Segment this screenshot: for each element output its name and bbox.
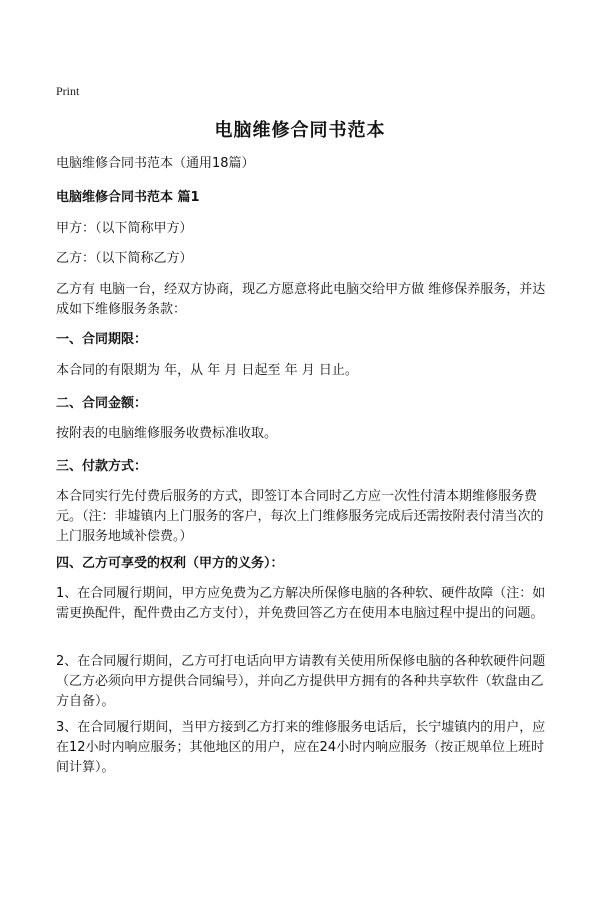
document-subtitle: 电脑维修合同书范本（通用18篇） (56, 156, 255, 171)
print-label: Print (56, 84, 80, 98)
party-a-line: 甲方：（以下简称甲方） (56, 221, 193, 236)
clause-4-item-1: 1、在合同履行期间，甲方应免费为乙方解决所保修电脑的各种软、硬件故障（注：如需更换配件，配件费由乙方支付），并免费回答乙方在使用本电脑过程中提出的问题。 (56, 586, 546, 621)
clause-2-heading: 二、合同金额： (56, 396, 148, 411)
intro-paragraph: 乙方有 电脑一台，经双方协商，现乙方愿意将此电脑交给甲方做 维修保养服务，并达成如下维修服务条款： (56, 282, 546, 317)
clause-4-item-2: 2、在合同履行期间，乙方可打电话向甲方请教有关使用所保修电脑的各种软硬件问题（乙方必须向甲方提供合同编号），并向乙方提供甲方拥有的各种共享软件（软盘由乙方自备）。 (56, 654, 546, 709)
document-title: 电脑维修合同书范本 (214, 120, 386, 141)
clause-4-heading: 四、乙方可享受的权利（甲方的义务）： (56, 556, 284, 571)
clause-3-heading: 三、付款方式： (56, 459, 148, 474)
party-b-line: 乙方：（以下简称乙方） (56, 251, 193, 266)
clause-4-item-3: 3、在合同履行期间，当甲方接到乙方打来的维修服务电话后，长宁墟镇内的用户，应在12小时内响应服务；其他地区的用户，应在24小时内响应服务（按正规单位上班时间计算）。 (56, 720, 546, 775)
clause-3-body: 本合同实行先付费后服务的方式，即签订本合同时乙方应一次性付清本期维修服务费 元。（注：非墟镇内上门服务的客户，每次上门维修服务完成后还需按附表付清当次的上门服务地域补偿费。） (56, 489, 544, 544)
section-heading: 电脑维修合同书范本 篇1 (56, 190, 200, 205)
clause-2-body: 按附表的电脑维修服务收费标准收取。 (56, 426, 278, 441)
clause-1-heading: 一、合同期限： (56, 332, 148, 347)
clause-1-body: 本合同的有限期为 年，从 年 月 日起至 年 月 日止。 (56, 363, 358, 378)
